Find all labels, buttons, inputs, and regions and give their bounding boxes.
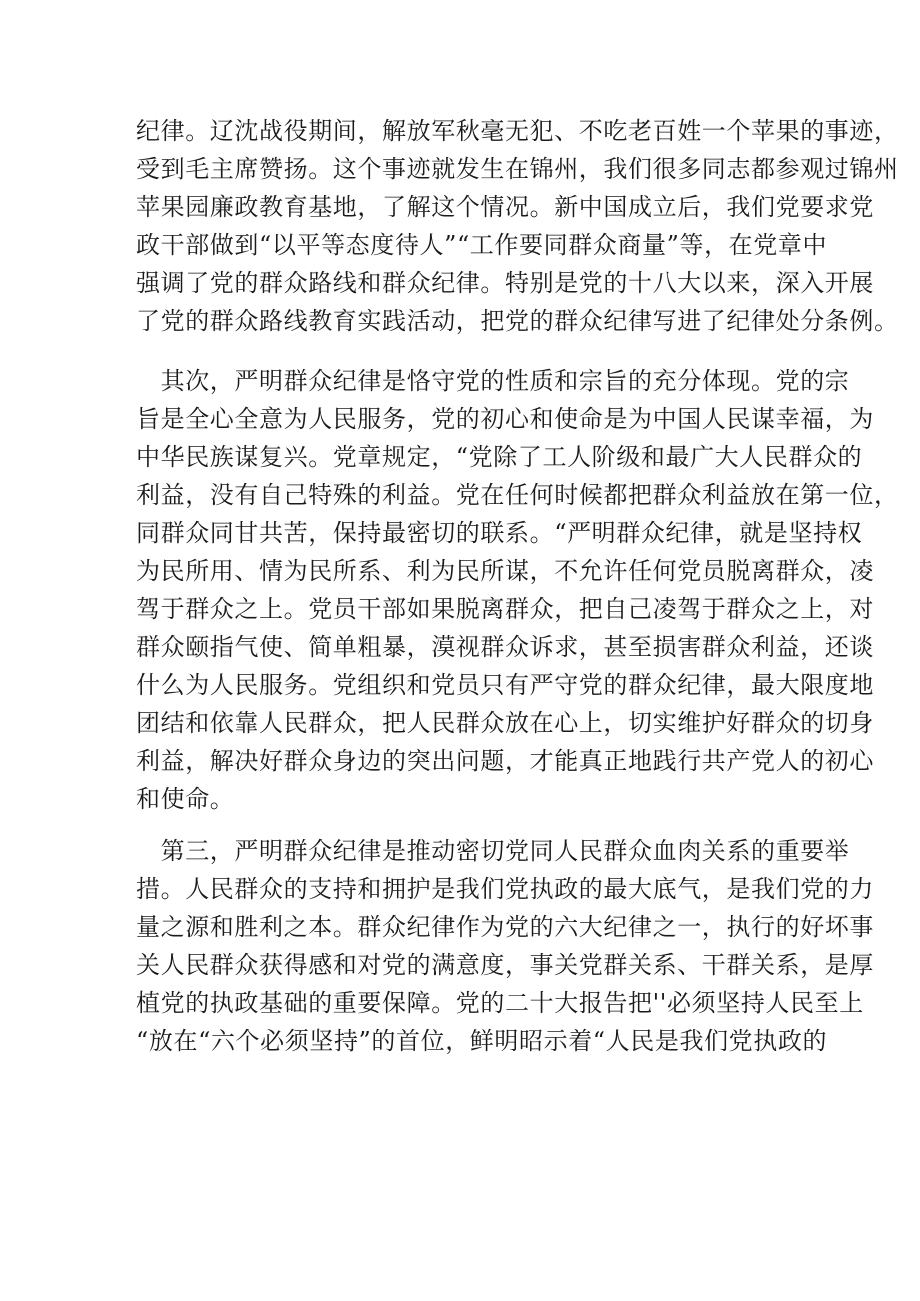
- text-line: 利益，没有自己特殊的利益。党在任何时候都把群众利益放在第一位，: [136, 481, 899, 509]
- text-line: 中华民族谋复兴。党章规定，“党除了工人阶级和最广大人民群众的: [136, 443, 863, 471]
- paragraph-2: [136, 362, 899, 818]
- text-line: 团结和依靠人民群众，把人民群众放在心上，切实维护好群众的切身: [136, 709, 874, 737]
- text-line: 了党的群众路线教育实践活动，把党的群众纪律写进了纪律处分条例。: [136, 307, 899, 335]
- text-line: 第三，严明群众纪律是推动密切党同人民群众血肉关系的重要举: [136, 837, 850, 865]
- text-line: 强调了党的群众路线和群众纪律。特别是党的十八大以来，深入开展: [136, 269, 874, 297]
- text-line: 利益，解决好群众身边的突出问题，才能真正地践行共产党人的初心: [136, 747, 874, 775]
- text-line: 纪律。辽沈战役期间，解放军秋毫无犯、不吃老百姓一个苹果的事迹，: [136, 117, 899, 145]
- text-line: “放在“六个必须坚持”的首位，鲜明昭示着“人民是我们党执政的: [136, 1027, 828, 1055]
- text-line: 关人民群众获得感和对党的满意度，事关党群关系、干群关系，是厚: [136, 951, 874, 979]
- paragraph-spacer: [136, 340, 800, 362]
- paragraph-3: [136, 832, 874, 1060]
- text-line: 受到毛主席赞扬。这个事迹就发生在锦州，我们很多同志都参观过锦州: [136, 155, 899, 183]
- text-line: 什么为人民服务。党组织和党员只有严守党的群众纪律，最大限度地: [136, 671, 874, 699]
- paragraph-spacer: [136, 818, 800, 832]
- document-body: [136, 112, 899, 1060]
- text-line: 驾于群众之上。党员干部如果脱离群众，把自己凌驾于群众之上，对: [136, 595, 874, 623]
- text-line: 为民所用、情为民所系、利为民所谋，不允许任何党员脱离群众，凌: [136, 557, 874, 585]
- text-line: 群众颐指气使、简单粗暴，漠视群众诉求，甚至损害群众利益，还谈: [136, 633, 874, 661]
- text-line: 政干部做到“以平等态度待人”“工作要同群众商量”等，在党章中: [136, 231, 828, 259]
- paragraph-1: [136, 112, 899, 340]
- text-line: 其次，严明群众纪律是恪守党的性质和宗旨的充分体现。党的宗: [136, 367, 850, 395]
- text-line: 和使命。: [136, 785, 235, 813]
- text-line: 植党的执政基础的重要保障。党的二十大报告把''必须坚持人民至上: [136, 989, 864, 1017]
- text-line: 旨是全心全意为人民服务，党的初心和使命是为中国人民谋幸福，为: [136, 405, 874, 433]
- text-line: 苹果园廉政教育基地，了解这个情况。新中国成立后，我们党要求党: [136, 193, 874, 221]
- text-line: 量之源和胜利之本。群众纪律作为党的六大纪律之一，执行的好坏事: [136, 913, 874, 941]
- text-line: 同群众同甘共苦，保持最密切的联系。“严明群众纪律，就是坚持权: [136, 519, 863, 547]
- text-line: 措。人民群众的支持和拥护是我们党执政的最大底气，是我们党的力: [136, 875, 874, 903]
